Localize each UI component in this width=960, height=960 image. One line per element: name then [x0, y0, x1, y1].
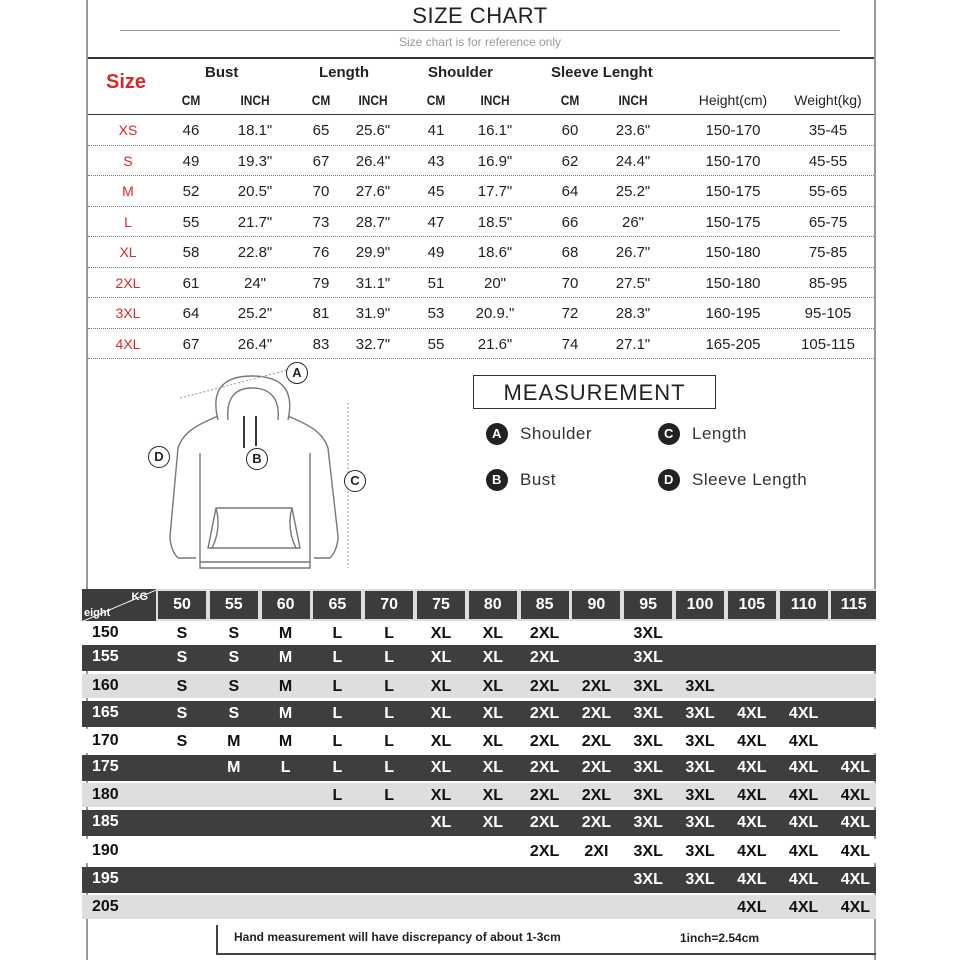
size-value: 24.4" [615, 152, 651, 170]
unit-header: CM [426, 92, 446, 108]
recommended-size: L [332, 787, 343, 804]
weight-header-cell: 85 [521, 591, 569, 619]
size-value: 95-105 [804, 305, 852, 322]
size-name: XL [119, 244, 137, 260]
height-value: 170 [92, 732, 119, 749]
letter-b-icon: B [486, 469, 508, 491]
weight-header-cell: 55 [210, 591, 258, 619]
size-value: 29.9" [355, 244, 391, 261]
recommended-size: XL [482, 649, 504, 666]
size-row [88, 268, 874, 299]
recommended-size: L [332, 733, 343, 750]
recommended-size: 3XL [685, 871, 715, 888]
size-value: 18.5" [477, 213, 513, 231]
recommended-size: 3XL [685, 759, 715, 776]
recommended-size: S [228, 678, 240, 695]
recommended-size: L [332, 759, 343, 776]
group-sleeve: Sleeve Lenght [551, 64, 653, 81]
recommended-size: L [332, 705, 343, 722]
recommended-size: M [278, 649, 293, 666]
size-value: 24" [243, 274, 266, 292]
recommended-size: XL [482, 814, 504, 831]
size-value: 47 [427, 213, 445, 231]
recommended-size: XL [430, 649, 452, 666]
recommended-size: S [176, 733, 188, 750]
inch-conversion: 1inch=2.54cm [680, 931, 760, 945]
size-value: 83 [312, 335, 330, 353]
weight-header-cell: 65 [313, 591, 361, 619]
recommended-size: L [384, 705, 395, 722]
size-row [88, 329, 874, 360]
height-row [82, 729, 876, 753]
recommended-size: 3XL [633, 625, 663, 642]
size-row [88, 115, 874, 146]
height-row [82, 755, 876, 781]
recommended-size: 3XL [633, 814, 663, 831]
recommended-size: 2XL [581, 759, 612, 776]
size-row [88, 146, 874, 177]
size-value: 31.1" [355, 274, 391, 292]
size-value: 49 [427, 244, 445, 261]
size-value: 150-170 [705, 152, 761, 170]
size-value: 67 [312, 152, 330, 170]
recommended-size: XL [482, 625, 504, 642]
weight-header-cell: 100 [676, 591, 724, 619]
weight-header-cell: 105 [728, 591, 776, 619]
unit-header: INCH [358, 92, 388, 108]
recommended-size: L [384, 787, 395, 804]
recommended-size: XL [482, 705, 504, 722]
recommended-size: 2XL [529, 733, 560, 750]
recommended-size: L [384, 678, 395, 695]
recommended-size: 4XL [788, 871, 819, 888]
size-table-unit-header [88, 85, 874, 115]
size-row [88, 176, 874, 207]
recommended-size: 4XL [737, 705, 767, 722]
recommended-size: 2XL [529, 625, 560, 642]
recommended-size: 3XL [685, 705, 715, 722]
size-value: 21.7" [237, 213, 273, 231]
recommended-size: M [227, 733, 241, 750]
recommended-size: 4XL [840, 759, 871, 776]
size-value: 46 [182, 122, 200, 139]
height-row [82, 621, 876, 645]
size-value: 20.5" [237, 183, 273, 200]
size-value: 85-95 [808, 274, 848, 292]
marker-a: A [286, 362, 320, 384]
weight-header-cell: 50 [158, 591, 206, 619]
size-value: 18.6" [477, 244, 513, 261]
size-value: 41 [427, 122, 445, 139]
height-value: 150 [92, 624, 119, 641]
size-value: 43 [427, 152, 445, 170]
weight-header-cell: 60 [262, 591, 310, 619]
height-row [82, 810, 876, 836]
size-value: 58 [182, 244, 200, 261]
unit-header: INCH [618, 92, 648, 108]
size-value: 26" [621, 213, 644, 231]
size-value: 70 [312, 183, 330, 200]
size-value: 20.9." [475, 305, 515, 322]
group-shoulder: Shoulder [428, 64, 494, 81]
marker-d: D [148, 446, 182, 468]
recommended-size: M [278, 625, 293, 642]
recommended-size: 2XL [581, 733, 612, 750]
weight-header-cell: 90 [572, 591, 620, 619]
recommended-size: 4XL [737, 759, 767, 776]
legend-sleeve-length: D Sleeve Length [658, 469, 807, 491]
recommended-size: 3XL [633, 787, 663, 804]
height-row [82, 645, 876, 671]
size-value: 160-195 [705, 305, 761, 322]
recommended-size: 4XL [737, 733, 767, 750]
marker-c: C [344, 470, 378, 492]
size-value: 45-55 [808, 152, 848, 170]
height-value: 160 [92, 677, 119, 694]
recommended-size: 2XL [529, 843, 560, 860]
recommended-size: 3XL [685, 843, 715, 860]
size-value: 76 [312, 244, 330, 261]
size-value: 18.1" [237, 122, 273, 139]
recommended-size: 2XL [529, 814, 560, 831]
height-label: eight [84, 607, 111, 619]
recommended-size: L [280, 759, 291, 776]
recommended-size: S [176, 625, 188, 642]
size-value: 74 [561, 335, 579, 353]
recommended-size: S [176, 649, 188, 666]
size-value: 27.1" [615, 335, 651, 353]
recommended-size: 2XL [529, 649, 560, 666]
recommended-size: XL [430, 733, 452, 750]
group-bust: Bust [205, 64, 239, 81]
size-value: 150-175 [705, 183, 761, 200]
size-value: 16.9" [477, 152, 513, 170]
weight-header-cell: 110 [780, 591, 828, 619]
size-value: 52 [182, 183, 200, 200]
letter-d-icon: D [658, 469, 680, 491]
size-value: 21.6" [477, 335, 513, 353]
size-value: 61 [182, 274, 200, 292]
height-row [82, 839, 876, 863]
size-row [88, 237, 874, 268]
size-value: 72 [561, 305, 579, 322]
recommended-size: L [384, 733, 395, 750]
size-value: 55 [182, 213, 200, 231]
recommended-size: XL [430, 814, 452, 831]
unit-header: Height(cm) [698, 92, 768, 108]
recommended-size: L [384, 625, 395, 642]
recommended-size: XL [430, 678, 452, 695]
recommended-size: L [332, 678, 343, 695]
size-value: 22.8" [237, 244, 273, 261]
group-length: Length [319, 64, 369, 81]
size-row [88, 207, 874, 238]
size-name: S [123, 152, 133, 169]
recommended-size: 4XL [788, 759, 819, 776]
size-name: 2XL [115, 274, 141, 291]
size-value: 31.9" [355, 305, 391, 322]
legend-shoulder: A Shoulder [486, 423, 592, 445]
size-value: 64 [182, 305, 200, 322]
measurement-title: MEASUREMENT [473, 375, 716, 409]
height-value: 175 [92, 758, 119, 775]
size-value: 165-205 [705, 335, 761, 353]
unit-header: INCH [480, 92, 510, 108]
recommended-size: 2XL [529, 705, 560, 722]
size-value: 105-115 [801, 335, 855, 353]
recommended-size: XL [482, 678, 504, 695]
recommended-size: 4XL [737, 899, 767, 916]
height-value: 190 [92, 842, 119, 859]
size-name: XS [118, 122, 138, 138]
size-value: 150-180 [705, 244, 761, 261]
height-value: 180 [92, 786, 119, 803]
recommended-size: 3XL [685, 787, 715, 804]
size-value: 65-75 [808, 213, 848, 231]
recommended-size: S [228, 705, 240, 722]
size-value: 26.4" [237, 335, 273, 353]
recommended-size: 4XL [737, 871, 767, 888]
size-value: 55-65 [808, 183, 848, 200]
size-name: 4XL [115, 335, 141, 352]
height-row [82, 783, 876, 807]
recommended-size: 4XL [737, 843, 767, 860]
size-value: 66 [561, 213, 579, 231]
size-value: 35-45 [808, 122, 848, 139]
height-row [82, 867, 876, 893]
recommended-size: 2XL [581, 678, 612, 695]
size-value: 32.7" [355, 335, 391, 353]
marker-b: B [246, 448, 280, 470]
recommended-size: 3XL [685, 678, 715, 695]
recommended-size: 3XL [685, 814, 715, 831]
size-value: 62 [561, 152, 579, 170]
recommended-size: S [176, 678, 188, 695]
recommended-size: L [332, 649, 343, 666]
recommended-size: S [176, 705, 188, 722]
size-value: 70 [561, 274, 579, 292]
size-value: 25.6" [355, 122, 391, 139]
recommended-size: M [278, 678, 293, 695]
recommended-size: 4XL [840, 871, 871, 888]
recommended-size: 4XL [737, 787, 767, 804]
size-value: 27.6" [355, 183, 391, 200]
legend-length: C Length [658, 423, 747, 445]
recommended-size: 3XL [633, 759, 663, 776]
size-value: 53 [427, 305, 445, 322]
height-value: 155 [92, 648, 119, 665]
size-value: 25.2" [237, 305, 273, 322]
recommended-size: S [228, 625, 240, 642]
height-row [82, 895, 876, 919]
weight-header-cell: 80 [469, 591, 517, 619]
hoodie-outline-icon [170, 376, 338, 568]
letter-a-icon: A [486, 423, 508, 445]
size-value: 65 [312, 122, 330, 139]
recommended-size: 4XL [737, 814, 767, 831]
recommended-size: XL [430, 759, 452, 776]
recommended-size: 4XL [788, 843, 819, 860]
weight-header-cell: 70 [365, 591, 413, 619]
size-table-group-header [88, 57, 874, 85]
weight-header-cell: 95 [624, 591, 672, 619]
size-value: 68 [561, 244, 579, 261]
recommended-size: 2XL [529, 678, 560, 695]
recommended-size: 2XL [581, 814, 612, 831]
recommended-size: 4XL [840, 899, 871, 916]
recommended-size: XL [430, 787, 452, 804]
recommended-size: L [332, 625, 343, 642]
height-value: 185 [92, 813, 119, 830]
recommended-size: 3XL [633, 705, 663, 722]
size-value: 17.7" [477, 183, 513, 200]
height-row [82, 674, 876, 698]
size-name: M [122, 183, 134, 199]
size-value: 26.7" [615, 244, 651, 261]
footer-note [216, 925, 876, 955]
unit-header: CM [311, 92, 331, 108]
size-value: 25.2" [615, 183, 651, 200]
recommended-size: 4XL [788, 705, 819, 722]
height-value: 195 [92, 870, 119, 887]
recommended-size: M [227, 759, 241, 776]
size-value: 26.4" [355, 152, 391, 170]
recommended-size: XL [482, 759, 504, 776]
recommended-size: 2XL [581, 705, 612, 722]
recommended-size: M [278, 705, 293, 722]
size-value: 73 [312, 213, 330, 231]
recommended-size: M [278, 733, 293, 750]
size-name: 3XL [115, 305, 141, 321]
legend-bust: B Bust [486, 469, 556, 491]
size-value: 16.1" [477, 122, 513, 139]
weight-header-cell: 75 [417, 591, 465, 619]
size-value: 79 [312, 274, 330, 292]
recommended-size: 2XL [529, 787, 560, 804]
recommended-size: 3XL [633, 871, 663, 888]
recommended-size: 3XL [633, 733, 663, 750]
unit-header: Weight(kg) [794, 92, 862, 108]
recommended-size: S [228, 649, 240, 666]
recommended-size: 2XL [581, 787, 612, 804]
size-column-label: Size [106, 71, 147, 93]
size-value: 51 [427, 274, 445, 292]
recommended-size: 4XL [840, 787, 871, 804]
size-value: 64 [561, 183, 579, 200]
size-value: 150-170 [705, 122, 761, 139]
recommended-size: 3XL [685, 733, 715, 750]
height-value: 165 [92, 704, 119, 721]
size-value: 23.6" [615, 122, 651, 139]
page-subtitle: Size chart is for reference only [398, 35, 562, 49]
height-row [82, 701, 876, 727]
recommended-size: 4XL [788, 899, 819, 916]
size-value: 75-85 [808, 244, 848, 261]
recommended-size: L [384, 649, 395, 666]
unit-header: CM [181, 92, 201, 108]
recommended-size: XL [430, 625, 452, 642]
unit-header: CM [560, 92, 580, 108]
size-name: L [124, 213, 132, 230]
recommended-size: XL [482, 787, 504, 804]
weight-header-row [82, 589, 876, 621]
recommended-size: 3XL [633, 843, 663, 860]
recommended-size: L [384, 759, 395, 776]
size-value: 60 [561, 122, 579, 139]
recommended-size: 2XL [529, 759, 560, 776]
size-value: 49 [182, 152, 200, 170]
size-value: 150-180 [705, 274, 761, 292]
recommended-size: XL [430, 705, 452, 722]
height-value: 205 [92, 898, 119, 915]
size-value: 28.3" [615, 305, 651, 322]
size-value: 19.3" [237, 152, 273, 170]
size-value: 45 [427, 183, 445, 200]
size-value: 27.5" [615, 274, 651, 292]
size-value: 20" [483, 274, 506, 292]
recommended-size: 2XI [584, 843, 609, 860]
recommended-size: 4XL [788, 787, 819, 804]
discrepancy-note: Hand measurement will have discrepancy of about 1-3cm [234, 930, 561, 944]
size-value: 67 [182, 335, 200, 353]
size-value: 150-175 [705, 213, 761, 231]
recommended-size: 4XL [788, 814, 819, 831]
kg-height-corner [82, 589, 156, 621]
letter-c-icon: C [658, 423, 680, 445]
weight-header-cell: 115 [831, 591, 876, 619]
recommended-size: 3XL [633, 649, 663, 666]
size-value: 55 [427, 335, 445, 353]
recommended-size: 3XL [633, 678, 663, 695]
recommended-size: 4XL [788, 733, 819, 750]
recommended-size: XL [482, 733, 504, 750]
recommended-size: 4XL [840, 843, 871, 860]
size-row [88, 298, 874, 329]
size-value: 28.7" [355, 213, 391, 231]
unit-header: INCH [240, 92, 270, 108]
size-value: 81 [312, 305, 330, 322]
recommended-size: 4XL [840, 814, 871, 831]
page-title: SIZE CHART [412, 3, 548, 28]
title-divider [120, 30, 840, 31]
kg-label: KG [131, 591, 148, 603]
